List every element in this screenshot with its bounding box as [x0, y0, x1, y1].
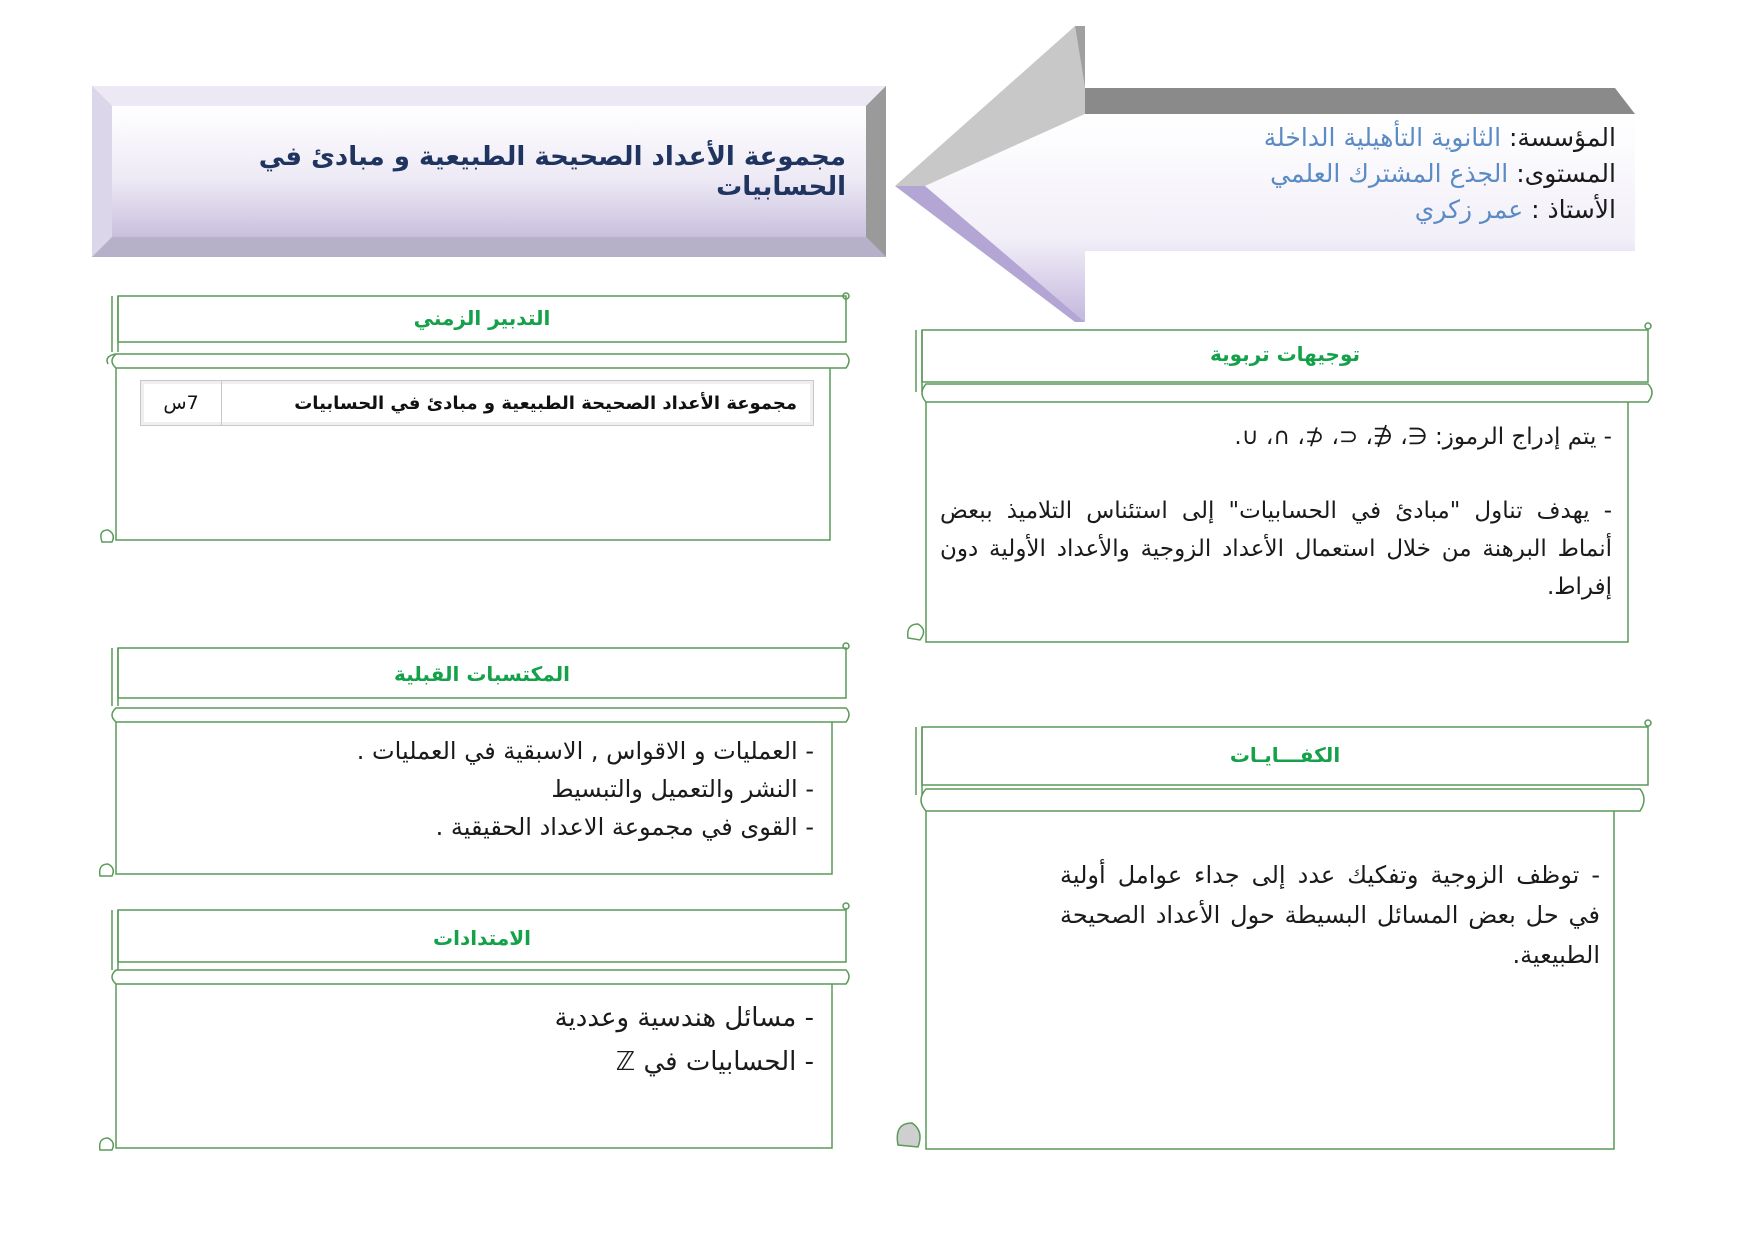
timing-duration-cell: 7س [163, 392, 199, 414]
extensions-list [134, 996, 814, 1084]
guidance-line-1: - يتم إدراج الرموز: ∈، ∉، ⊂، ⊄، ∩، ∪. [1234, 424, 1612, 450]
teacher-value: عمر زكري [1414, 195, 1524, 224]
extension-item: - مسائل هندسية وعددية [554, 1003, 814, 1033]
level-label: المستوى: [1516, 159, 1616, 188]
level-value: الجذع المشترك العلمي [1270, 159, 1509, 188]
prerequisites-heading: المكتسبات القبلية [393, 662, 571, 686]
guidance-heading: توجيهات تربوية [1209, 342, 1361, 366]
level-line [1264, 156, 1616, 192]
prerequisites-scroll [94, 640, 854, 885]
timing-lesson-cell: مجموعة الأعداد الصحيحة الطبيعية و مبادئ في الحسابيات [221, 381, 813, 425]
competencies-heading: الكفـــايـات [1229, 743, 1341, 767]
teacher-label: الأستاذ : [1531, 195, 1616, 224]
competencies-text: - توظف الزوجية وتفكيك عدد إلى جداء عوامل أولية في حل بعض المسائل البسيطة حول الأعداد الصحيحة الطبيعية. [1060, 861, 1600, 969]
prerequisite-item: - القوى في مجموعة الاعداد الحقيقية . [435, 813, 814, 841]
guidance-line-2: - يهدف تناول "مبادئ في الحسابيات" إلى استئناس التلاميذ ببعض أنماط البرهنة من خلال استعمال الأعداد الزوجية والأعداد الأولية دون إفراط. [940, 498, 1612, 600]
timing-heading: التدبير الزمني [413, 306, 551, 330]
school-info [1264, 120, 1616, 228]
prerequisite-item: - النشر والتعميل والتبسيط [551, 775, 814, 803]
extension-item: - الحسابيات في ℤ [615, 1047, 814, 1077]
title-banner [92, 86, 886, 257]
extensions-heading: الامتدادات [433, 926, 531, 950]
prerequisites-list [134, 732, 814, 846]
competencies-scroll [890, 715, 1656, 1155]
page-title: مجموعة الأعداد الصحيحة الطبيعية و مبادئ في الحسابيات [258, 141, 846, 202]
guidance-scroll [904, 318, 1656, 648]
institution-value: الثانوية التأهيلية الداخلة [1263, 123, 1502, 152]
guidance-text [940, 418, 1612, 606]
extensions-scroll [94, 900, 854, 1155]
institution-line [1264, 120, 1616, 156]
timing-table [140, 380, 814, 426]
teacher-line [1264, 192, 1616, 228]
prerequisite-item: - العمليات و الاقواس , الاسبقية في العمليات . [356, 737, 814, 765]
institution-label: المؤسسة: [1508, 123, 1616, 152]
